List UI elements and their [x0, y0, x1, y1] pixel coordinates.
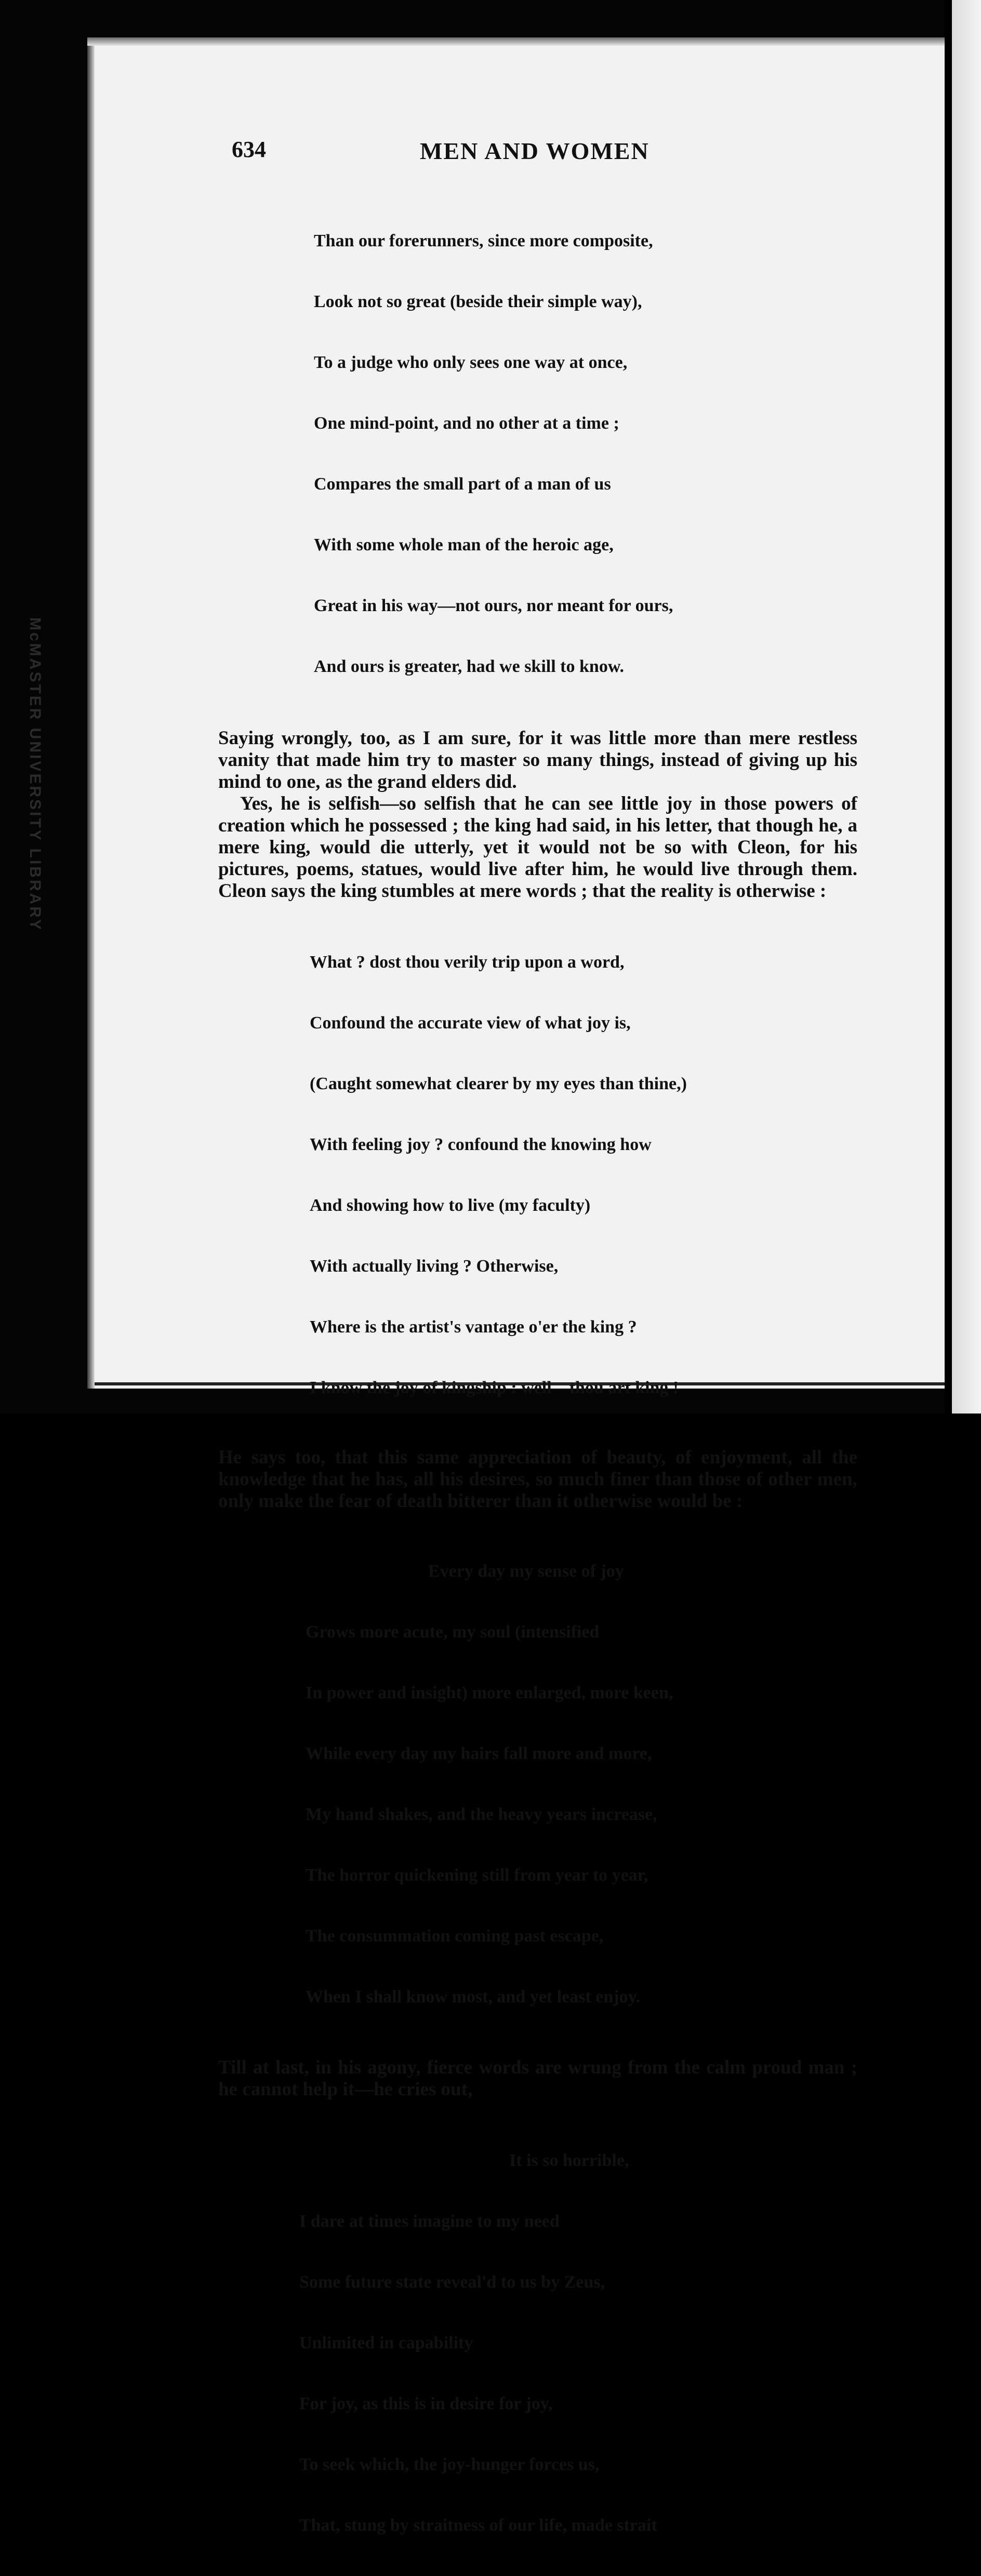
- next-page-edge: [952, 0, 981, 1414]
- verse-line: To a judge who only sees one way at once,: [314, 353, 628, 372]
- prose-block-3: [218, 2057, 857, 2101]
- verse-line: Grows more acute, my soul (intensified: [306, 1622, 600, 1642]
- verse-line: That, stung by straitness of our life, made strait: [299, 2516, 657, 2535]
- verse-block-3: [306, 1521, 857, 2047]
- verse-line: And ours is greater, had we skill to know.: [314, 657, 624, 676]
- verse-line: Confound the accurate view of what joy is,: [310, 1013, 631, 1033]
- verse-line: While every day my hairs fall more and more,: [306, 1744, 652, 1763]
- paragraph: He says too, that this same appreciation of beauty, of enjoyment, all the knowledge that he has, all his desires, so much finer than those of other men, only make the fear of death bitterer than it otherwise would be :: [218, 1447, 857, 1512]
- verse-line: In power and insight) more enlarged, more keen,: [306, 1683, 673, 1702]
- verse-line: Compares the small part of a man of us: [314, 474, 611, 494]
- verse-line: To seek which, the joy-hunger forces us,: [299, 2455, 600, 2474]
- verse-line: I dare at times imagine to my need: [299, 2212, 560, 2231]
- verse-line: When I shall know most, and yet least enjoy.: [306, 1987, 641, 2006]
- verse-block-1: [314, 190, 857, 717]
- page-header: [232, 136, 699, 173]
- page-top-edge: [87, 37, 945, 46]
- verse-block-4: [299, 2110, 857, 2576]
- verse-line: My hand shakes, and the heavy years increase,: [306, 1805, 657, 1824]
- verse-line: It is so horrible,: [509, 2151, 629, 2170]
- verse-line: With some whole man of the heroic age,: [314, 535, 614, 554]
- verse-line: Than our forerunners, since more composite,: [314, 231, 653, 250]
- verse-line: One mind-point, and no other at a time ;: [314, 414, 619, 433]
- prose-block-1: [218, 728, 857, 902]
- paragraph: Saying wrongly, too, as I am sure, for it was little more than mere restless vanity that made him try to master so many things, instead of giving up his mind to one, as the grand elders did.: [218, 728, 857, 792]
- verse-line: I know the joy of kingship : well—thou art king !: [310, 1378, 679, 1397]
- verse-line: Unlimited in capability: [299, 2333, 473, 2353]
- prose-block-2: [218, 1447, 857, 1512]
- page-number: 634: [232, 137, 266, 162]
- verse-line: Look not so great (beside their simple way),: [314, 292, 642, 311]
- verse-line: (Caught somewhat clearer by my eyes than thine,): [310, 1074, 687, 1093]
- verse-line: And showing how to live (my faculty): [310, 1196, 591, 1215]
- verse-line: With actually living ? Otherwise,: [310, 1257, 559, 1276]
- verse-line: Some future state reveal'd to us by Zeus,: [299, 2273, 605, 2292]
- verse-line: Great in his way—not ours, nor meant for ours,: [314, 596, 673, 615]
- paragraph: Till at last, in his agony, fierce words are wrung from the calm proud man ; he cannot help it—he cries out,: [218, 2057, 857, 2100]
- verse-line: The consummation coming past escape,: [306, 1926, 604, 1946]
- running-head: MEN AND WOMEN: [420, 138, 649, 164]
- verse-line: With feeling joy ? confound the knowing how: [310, 1135, 652, 1154]
- library-stamp: McMASTER UNIVERSITY LIBRARY: [26, 617, 44, 932]
- page-body: [218, 190, 857, 2576]
- verse-line: What ? dost thou verily trip upon a word,: [310, 953, 625, 972]
- verse-line: For joy, as this is in desire for joy,: [299, 2394, 553, 2413]
- right-page-border: [945, 0, 952, 1414]
- verse-line: Every day my sense of joy: [428, 1562, 624, 1581]
- verse-block-2: [310, 911, 857, 1438]
- page-gutter-edge: [87, 37, 95, 1389]
- verse-line: Where is the artist's vantage o'er the king ?: [310, 1317, 637, 1337]
- verse-line: The horror quickening still from year to year,: [306, 1866, 648, 1885]
- paragraph: Yes, he is selfish—so selfish that he can see little joy in those powers of creation which he possessed ; the king had said, in his letter, that though he, a mere king, would die utterly, yet it would not be so with Cleon, for his pictures, poems, statues, would live after him, he would live through them. Cleon says the king stumbles at mere words ; that the reality is otherwise :: [218, 793, 857, 902]
